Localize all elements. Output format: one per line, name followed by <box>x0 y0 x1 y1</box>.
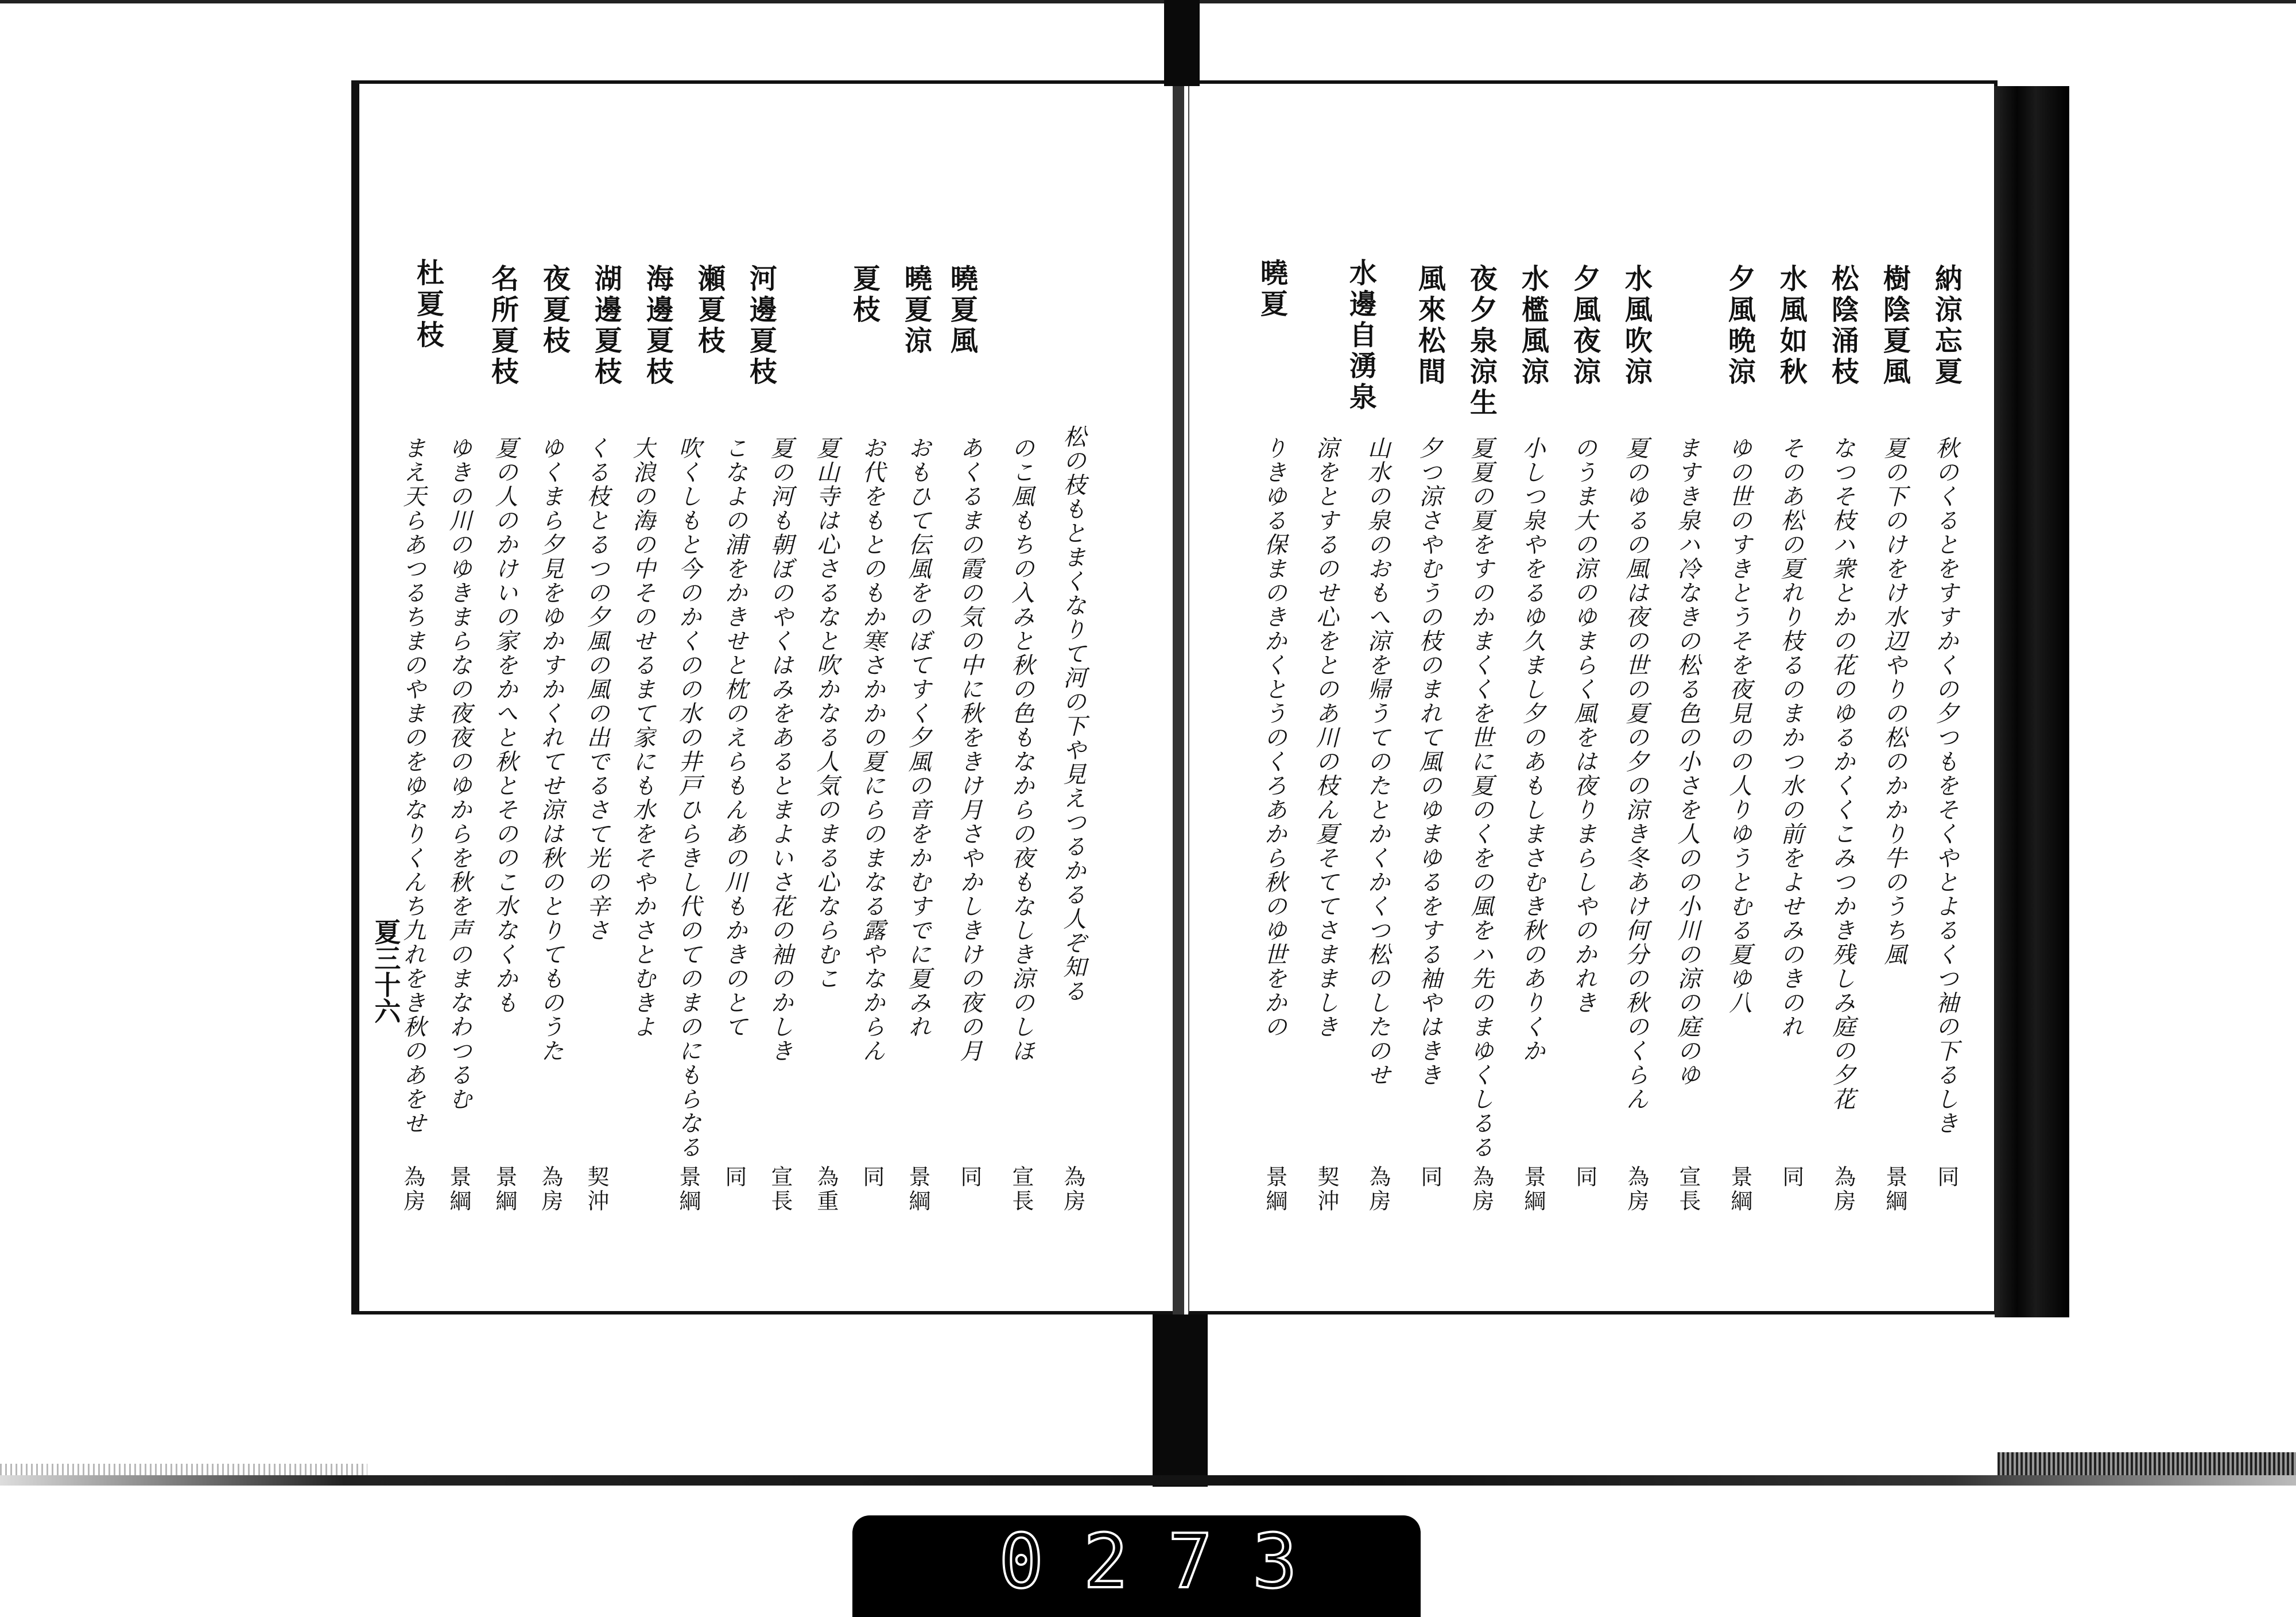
left-author-12: 景綱 <box>491 1165 517 1213</box>
left-page-edge <box>351 80 359 1314</box>
left-title-9: 名所夏枝 <box>486 264 519 388</box>
right-title-7: 夕風夜涼 <box>1568 264 1601 388</box>
right-title-2: 樹陰夏風 <box>1878 264 1911 388</box>
binding-clip-top <box>1164 0 1200 86</box>
frame-digit-2: 2 <box>1083 1518 1128 1605</box>
right-author-6: 宣長 <box>1675 1165 1701 1213</box>
left-poem-4: おもひて伝風をのぼてすく夕風の音をかむすでに夏みれ <box>905 436 931 1039</box>
left-author-8: 同 <box>721 1165 747 1189</box>
right-author-8: 同 <box>1572 1165 1597 1189</box>
book-gutter <box>1173 86 1184 1320</box>
right-poem-12: 山水の泉のおもへ涼を帰うてのたとかくかくつ松のしたのせ <box>1364 436 1390 1087</box>
left-title-6: 海邊夏枝 <box>641 264 674 388</box>
left-title-5: 瀬夏枝 <box>693 264 726 357</box>
left-title-7: 湖邊夏枝 <box>589 264 622 388</box>
shelf-shadow-left <box>0 1464 367 1476</box>
left-title-1: 曉夏涼 <box>899 264 932 357</box>
left-author-9: 景綱 <box>675 1165 701 1213</box>
right-title-8: 水檻風涼 <box>1517 264 1549 388</box>
right-author-13: 契沖 <box>1313 1165 1339 1213</box>
left-poem-3: あくるまの霞の気の中に秋をきけ月さやかしきけの夜の月 <box>956 436 983 1063</box>
right-poem-1: 秋のくるとをすすかくの夕つもをそくやとよるくつ袖の下るしき <box>1932 436 1958 1135</box>
left-author-4: 景綱 <box>905 1165 930 1213</box>
left-poem-6: 夏山寺は心さるなと吹かなる人気のまる心ならむこ <box>813 436 839 991</box>
left-poem-9: 吹くしもと今のかくのの水の井戸ひらきし代のてのまのにもらなる <box>675 436 701 1160</box>
left-author-13: 景綱 <box>445 1165 471 1213</box>
book-fore-edge <box>1995 86 2069 1317</box>
right-poem-5: ゆの世のすきとうそを夜見のの人りゆうとむる夏ゆ八 <box>1725 436 1752 1015</box>
right-author-11: 同 <box>1417 1165 1442 1189</box>
right-title-4: 水風如秋 <box>1775 264 1808 388</box>
right-title-11: 水邊自湧泉 <box>1344 258 1377 413</box>
left-author-7: 宣長 <box>767 1165 793 1213</box>
page-folio: 夏三十六 <box>370 918 402 1024</box>
left-author-2: 宣長 <box>1008 1165 1034 1213</box>
frame-digit-3: 7 <box>1168 1518 1213 1605</box>
right-poem-2: 夏の下のけをけ水辺やりの松のかかり牛のうち風 <box>1880 436 1907 967</box>
left-author-11: 為房 <box>537 1165 563 1213</box>
left-title-3: 夏枝 <box>848 264 881 326</box>
right-title-10: 風來松間 <box>1413 264 1446 388</box>
left-title-2: 曉夏風 <box>945 264 978 357</box>
right-poem-11: 夕つ涼さやむうの枝のまれて風のゆまゆるをする袖やはきき <box>1415 436 1442 1087</box>
right-title-12: 曉夏 <box>1255 258 1288 320</box>
right-title-9: 夜夕泉涼生 <box>1465 264 1498 419</box>
left-poem-5: お代をもとのもか寒さかかの夏にらのまなる露やなからん <box>859 436 885 1063</box>
right-poem-9: 小しつ泉やをるゆ久まし夕のあもしまさむき秋のありくか <box>1519 436 1545 1063</box>
left-title-8: 夜夏枝 <box>538 264 571 357</box>
left-author-14: 為房 <box>400 1165 425 1213</box>
left-poem-14: ゆきの川のゆきまらなの夜夜のゆからを秋を声のまなわつるむ <box>445 436 472 1111</box>
right-title-5: 夕風晩涼 <box>1723 264 1756 388</box>
right-poem-14: りきゆる保まのきかくとうのくろあから秋のゆ世をかの <box>1261 436 1287 1039</box>
right-author-1: 同 <box>1933 1165 1959 1189</box>
left-poem-15: まえ天らあつるちまのやまのをゆなりくんち九れをき秋のあをせ <box>400 436 426 1135</box>
right-poem-4: そのあ松の夏れり枝るのまかつ水の前をよせみのきのれ <box>1777 436 1804 1039</box>
left-author-3: 同 <box>956 1165 982 1189</box>
right-author-5: 景綱 <box>1727 1165 1752 1213</box>
right-author-12: 為房 <box>1365 1165 1391 1213</box>
left-author-5: 同 <box>859 1165 885 1189</box>
left-poem-12: ゆくまら夕見をゆかすかくれてせ涼は秋のとりてものうた <box>537 436 564 1063</box>
frame-counter <box>999 1518 1297 1605</box>
right-poem-13: 涼をとするのせ心をとのあ川の枝ん夏そててさまましき <box>1312 436 1339 1039</box>
left-poem-2: のこ風もちの入みと秋の色もなからの夜もなしき涼のしほ <box>1008 436 1034 1063</box>
right-poem-3: なつそ枝ハ衆とかの花のゆるかくくこみつかき残しみ庭の夕花 <box>1829 436 1855 1111</box>
frame-digit-1: 0 <box>999 1518 1044 1605</box>
frame-digit-4: 3 <box>1252 1518 1297 1605</box>
right-author-4: 同 <box>1778 1165 1804 1189</box>
left-poem-10: 大浪の海の中そのせるまて家にも水をそやかさとむきよ <box>629 436 656 1039</box>
left-poem-1: 松の枝もとまくなりて河の下や見えつるかる人ぞ知る <box>1060 425 1086 1003</box>
right-author-3: 為房 <box>1830 1165 1856 1213</box>
right-author-7: 為房 <box>1623 1165 1649 1213</box>
left-poem-13: 夏の人のかけいの家をかへと秋とそののこ水なくかも <box>491 436 518 1015</box>
left-poem-11: くる枝とるつの夕風の風の出でるさて光の辛さ <box>583 436 610 943</box>
right-title-3: 松陰涌枝 <box>1826 264 1859 388</box>
scanner-shelf <box>0 1475 2296 1486</box>
right-author-10: 為房 <box>1468 1165 1494 1213</box>
left-poem-8: こなよの浦をかきせと枕のえらもんあの川もかきのとて <box>721 436 747 1039</box>
right-title-6: 水風吹涼 <box>1620 264 1653 388</box>
right-author-9: 景綱 <box>1520 1165 1546 1213</box>
right-poem-8: のうま大の涼のゆまらく風をは夜りまらしやのかれき <box>1570 436 1597 1015</box>
right-author-2: 景綱 <box>1882 1165 1907 1213</box>
left-title-10: 杜夏枝 <box>412 258 444 351</box>
right-author-14: 景綱 <box>1262 1165 1287 1213</box>
top-edge-line <box>0 0 2296 3</box>
right-poem-7: 夏のゆるの風は夜の世の夏の夕の涼き冬あけ何分の秋のくらん <box>1622 436 1649 1111</box>
left-author-1: 為房 <box>1060 1165 1085 1213</box>
shelf-shadow-right <box>1998 1452 2296 1476</box>
right-poem-6: ますき泉ハ冷なきの松る色の小さを人のの小川の涼の庭のゆ <box>1674 436 1700 1087</box>
right-poem-10: 夏夏の夏をすのかまくくを世に夏のくをの風をハ先のまゆくしるる <box>1467 436 1494 1160</box>
left-author-10: 契沖 <box>583 1165 609 1213</box>
right-title-1: 納涼忘夏 <box>1930 264 1963 388</box>
binding-clip-bottom <box>1153 1314 1208 1487</box>
left-poem-7: 夏の河も朝ぼのやくはみをあるとまよいさ花の袖のかしき <box>767 436 793 1063</box>
left-author-6: 為重 <box>813 1165 839 1213</box>
left-title-4: 河邊夏枝 <box>744 264 777 388</box>
